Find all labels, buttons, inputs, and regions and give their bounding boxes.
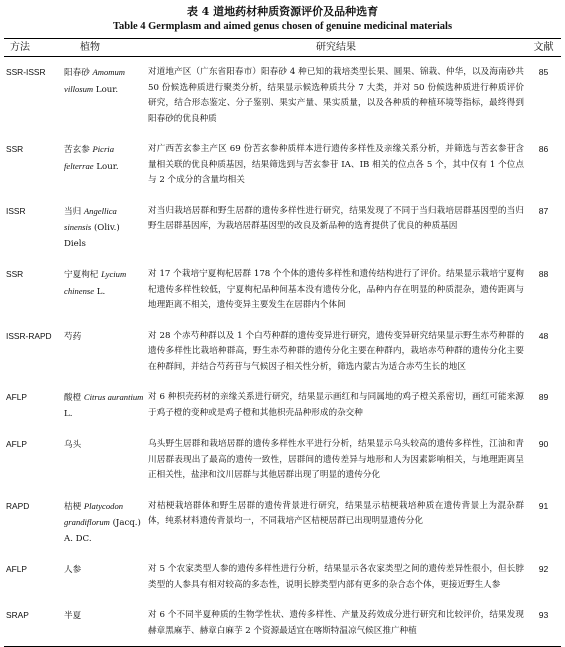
plant-latin: Platycodon grandiflorum [64,500,124,527]
plant-latin: Amomum villosum [64,67,125,94]
method-text: SRAP [6,610,29,620]
plant-author: L. [94,286,106,297]
cell-ref [526,554,561,600]
plant-latin: Citrus aurantium [83,392,144,402]
cell-result [146,259,526,321]
ref-number: 48 [538,330,549,341]
table-row [4,382,561,429]
cell-ref [526,259,561,321]
plant-cn: 桔梗 [64,501,84,512]
method-text: AFLP [6,564,27,574]
ref-number: 85 [538,67,549,77]
table-row [4,259,561,321]
cell-result [146,196,526,260]
plant-author: Lour. [93,161,119,172]
method-text: AFLP [6,392,27,402]
cell-plant [62,491,146,555]
germplasm-table [4,38,561,647]
cell-result [146,321,526,383]
cell-plant [62,57,146,135]
table-row [4,134,561,196]
plant-cn: 苦玄参 [64,145,93,155]
plant-author: Lour. [93,84,119,95]
cell-result [146,600,526,647]
cell-method [4,429,62,491]
result-text: 对 17 个栽培宁夏枸杞居群 178 个个体的遗传多样性和遗传结构进行了评价。结果显示栽培宁夏枸杞遗传多样性较低，宁夏枸杞品种间基本没有遗传分化，品种内存在明显的种质混杂，遗传距离与地理距离不相关，遗传变异主要发生在居群内个体间 [148,269,524,310]
cell-ref [526,600,561,647]
cell-result [146,554,526,600]
cell-plant [62,554,146,600]
cell-plant [62,259,146,321]
plant-cn: 酸橙 [64,393,84,403]
result-text: 对广西苦玄参主产区 69 份苦玄参种质样本进行遗传多样性及亲缘关系分析，并筛选与苦玄参苷含量相关联的优良种质基因，结果筛选到与苦玄参苷 IA、IB 相关的位点各 5 个，其中仅有 1 个位点与 2 个成分的含量均相关 [148,144,524,185]
cell-ref [526,429,561,491]
cell-method [4,196,62,260]
cell-result [146,134,526,196]
method-text: SSR [6,269,24,279]
plant-author: (Oliv.) Diels [64,223,120,249]
ref-number: 86 [538,144,549,154]
table-row [4,600,561,647]
cell-ref [526,321,561,383]
method-text: SSR-ISSR [6,67,46,77]
cell-plant [62,429,146,491]
plant-latin: Picria felterrae [64,144,114,171]
plant-cn: 阳春砂 [64,68,93,78]
table-header-row [4,39,561,57]
plant-cn: 当归 [64,206,84,217]
plant-cn: 半夏 [64,611,82,621]
ref-number: 91 [538,500,549,511]
cell-method [4,259,62,321]
table-row [4,429,561,491]
ref-number: 93 [538,610,549,620]
table-row [4,321,561,383]
header-method: 方法 [4,39,62,57]
cell-plant [62,600,146,647]
cell-method [4,321,62,383]
method-text: SSR [6,144,24,154]
plant-latin: Angellica sinensis [64,205,117,232]
ref-number: 88 [538,269,549,279]
result-text: 对 6 个不同半夏种质的生物学性状、遗传多样性、产量及药效成分进行研究和比较评价，结果发现赫章黑麻芋、赫章白麻芋 2 个资源最适宜在喀斯特温凉气候区推广种植 [148,610,524,636]
cell-method [4,491,62,555]
result-text: 对道地产区（广东省阳春市）阳春砂 4 种已知的栽培类型长果、圆果、锦栽、仲华，以及海南砂共 50 份候选种质进行聚类分析，结果显示候选种质共分 7 大类，并对 50 份候选种质进行种质评价研究，结合形态鉴定、分子鉴别、果实产量、果实质量，以及各种质的种植环境等指标，最终得到阳春砂的优良种质 [148,67,524,124]
cell-ref [526,196,561,260]
method-text: ISSR [6,205,26,216]
cell-ref [526,134,561,196]
result-text: 对 28 个赤芍种群以及 1 个白芍种群的遗传变异进行研究，遗传变异研究结果显示野生赤芍种群的遗传多样性比栽培种群高，野生赤芍种群的遗传分化主要在种群内，栽培赤芍种群的遗传分化主要在种群间，并结合芍药苷与气候因子相关性分析，筛选内蒙古为适合赤芍生长的地区 [148,330,524,372]
plant-latin: Lycium chinense [64,269,127,296]
table-title-en: Table 4 Germplasm and aimed genus chosen of genuine medicinal materials [112,21,453,32]
table-row [4,491,561,555]
plant-cn: 人参 [64,565,82,575]
cell-result [146,382,526,429]
cell-ref [526,491,561,555]
cell-result [146,57,526,135]
header-plant: 植物 [62,39,146,57]
cell-ref [526,382,561,429]
cell-method [4,382,62,429]
table-row [4,554,561,600]
result-text: 对当归栽培居群和野生居群的遗传多样性进行研究，结果发现了不同于当归栽培居群基因型的当归野生居群基因库，为栽培居群基因型的改良及新品种的选育提供了优良的种质基因 [148,205,524,231]
header-result: 研究结果 [146,39,526,57]
cell-ref [526,57,561,135]
plant-cn: 宁夏枸杞 [64,270,102,280]
cell-method [4,57,62,135]
ref-number: 90 [538,439,549,449]
method-text: ISSR-RAPD [6,330,52,341]
cell-method [4,134,62,196]
method-text: RAPD [6,500,30,511]
plant-author: L. [64,408,73,419]
header-ref: 文献 [526,39,561,57]
table-row [4,196,561,260]
ref-number: 92 [538,564,549,574]
plant-cn: 乌头 [64,440,82,450]
cell-plant [62,134,146,196]
ref-number: 89 [538,392,549,402]
result-text: 对 6 种枳壳药材的亲缘关系进行研究，结果显示画红和与同属地的鸡子橙关系密切，画红可能来源于鸡子橙的变种或是鸡子橙和其他枳壳品种形成的杂交种 [148,392,524,418]
result-text: 对桔梗栽培群体和野生居群的遗传背景进行研究，结果显示桔梗栽培种质在遗传背景上为混杂群体，纯系材料遗传背景均一，不同栽培产区桔梗居群已出现明显遗传分化 [148,500,524,526]
cell-plant [62,196,146,260]
cell-method [4,600,62,647]
table-title-cn: 表 4 道地药材种质资源评价及品种选育 [186,5,379,18]
result-text: 对 5 个农家类型人参的遗传多样性进行分析，结果显示各农家类型之间的遗传差异性很小，但长脖类型的人参具有相对较高的多态性，说明长脖类型内部有更多的杂合态个体，更接近野生人参 [148,564,524,590]
cell-method [4,554,62,600]
cell-plant [62,382,146,429]
method-text: AFLP [6,439,27,449]
table-row [4,57,561,135]
cell-result [146,491,526,555]
plant-author: (Jacq.) A. DC. [64,518,141,544]
ref-number: 87 [538,205,549,216]
plant-cn: 芍药 [64,331,82,342]
result-text: 乌头野生居群和栽培居群的遗传多样性水平进行分析，结果显示乌头较高的遗传多样性，江油和青川居群表现出了最高的遗传一致性，居群间的遗传差异与地形和人为因素影响相关，与地理距离呈正相关性，盐津和汶川居群与其他居群出现了明显的遗传分化 [148,439,524,480]
cell-result [146,429,526,491]
cell-plant [62,321,146,383]
